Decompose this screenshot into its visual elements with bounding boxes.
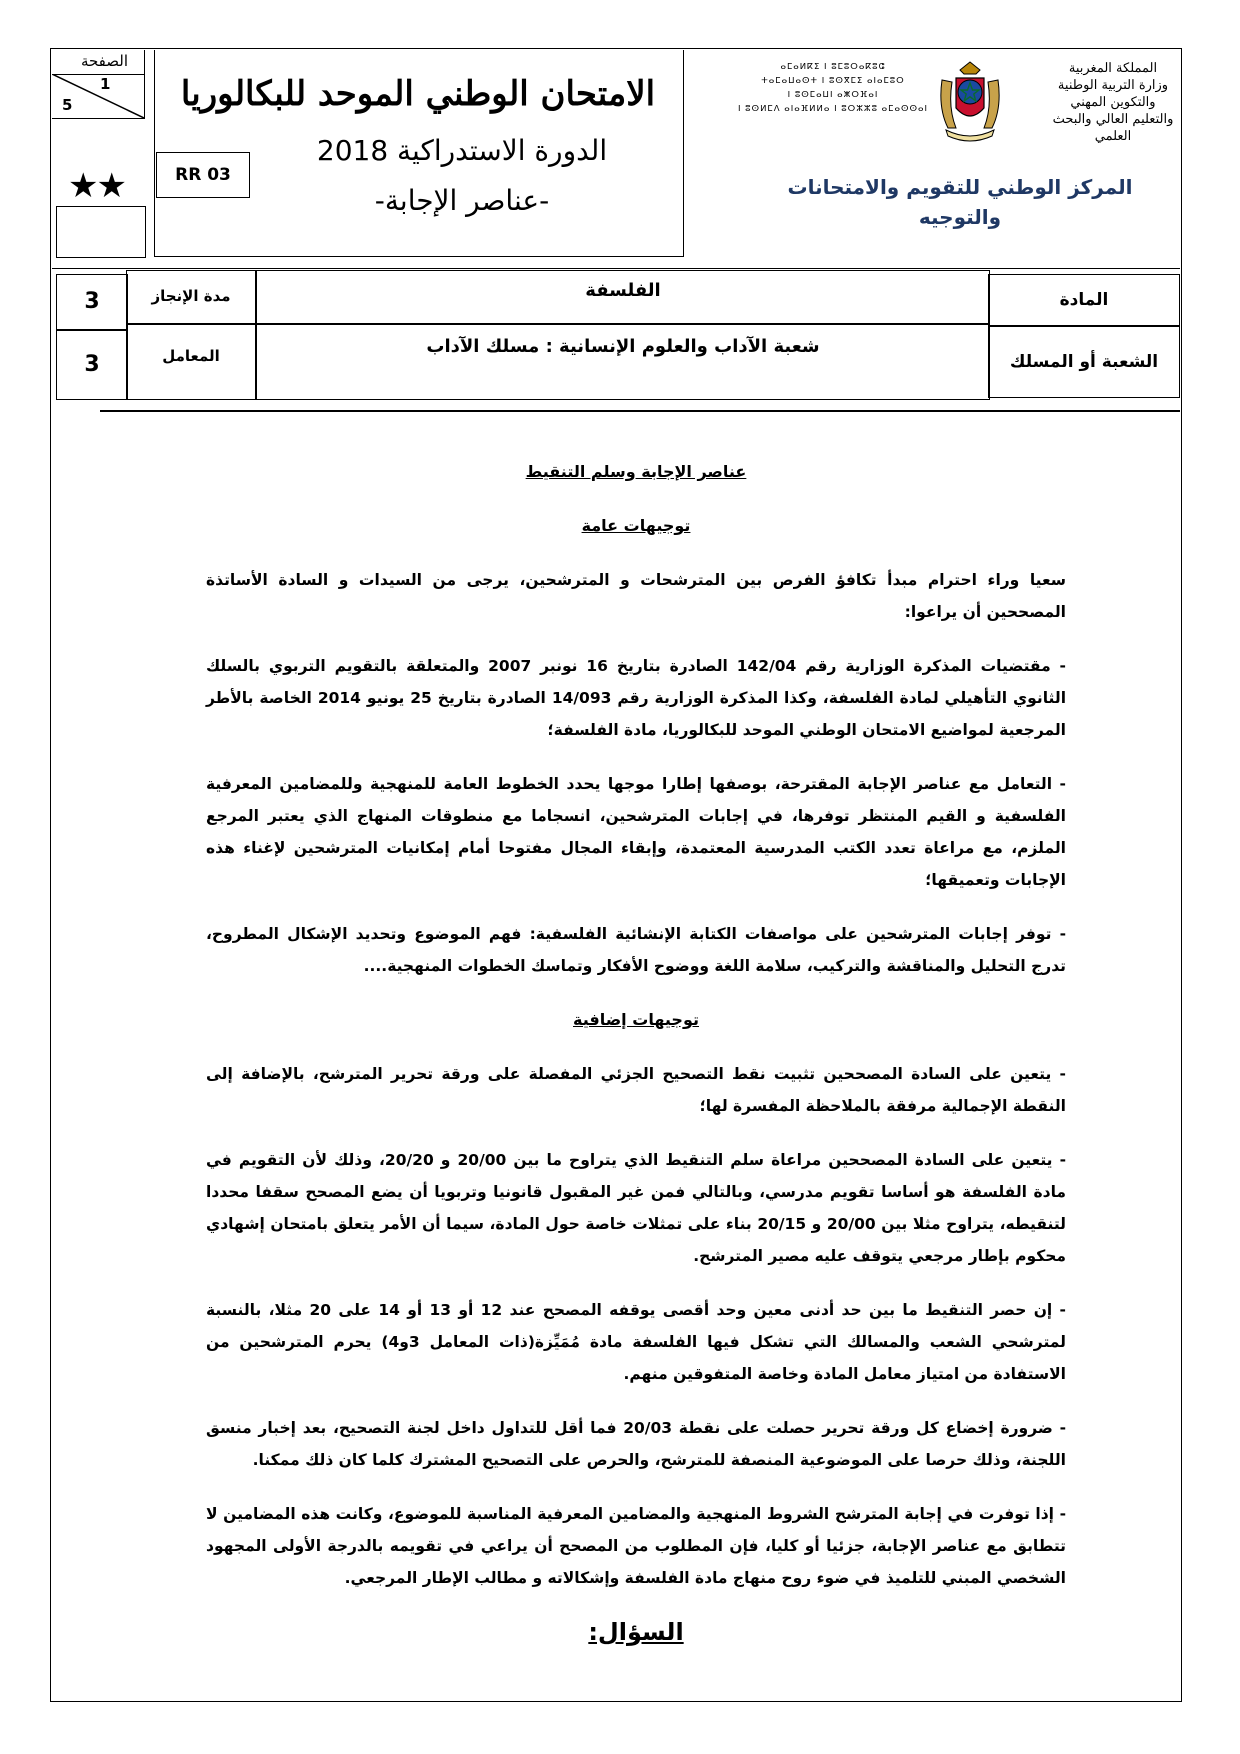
intro-paragraph: سعيا وراء احترام مبدأ تكافؤ الفرص بين المترشحات و المترشحين، يرجى من السيدات و السادة الأساتذة المصححين أن يراعوا: <box>206 571 1066 621</box>
page-total: 5 <box>62 96 73 114</box>
document-body <box>206 456 1066 1648</box>
answers-title: -عناصر الإجابة- <box>374 184 550 217</box>
page-label: الصفحة <box>80 52 128 70</box>
empty-box <box>56 206 146 258</box>
subject-value: الفلسفة <box>256 270 990 324</box>
page-current: 1 <box>100 75 111 93</box>
additional-heading: توجيهات إضافية <box>573 1010 699 1029</box>
list-item: - ضرورة إخضاع كل ورقة تحرير حصلت على نقطة 20/03 فما أقل للتداول داخل لجنة التصحيح، بعد إخبار منسق اللجنة، وذلك حرصا على الموضوعية المنصفة للمترشح، والحرص على التصحيح المشترك كلما كان ذلك ممكنا. <box>206 1419 1066 1469</box>
coat-of-arms-icon <box>934 58 1006 144</box>
list-item: - مقتضيات المذكرة الوزارية رقم 142/04 الصادرة بتاريخ 16 نونبر 2007 والمتعلقة بالتقويم التربوي بالسلك الثانوي التأهيلي لمادة الفلسفة، وكذا المذكرة الوزارية رقم 14/093 الصادرة بتاريخ 25 يونيو 2014 الخاصة بالأطر المرجعية لمواضيع الامتحان الوطني الموحد للبكالوريا، مادة الفلسفة؛ <box>206 657 1067 739</box>
coef-value: 3 <box>56 330 128 400</box>
amazigh-ministry-text: ⴰⵎⴰⵍⴽⵉ ⵏ ⵓⵎⵓⵔⴰⴽⵓⵛ ⵜⴰⵎⴰⵡⴰⵙⵜ ⵏ ⵓⵙⴳⵎⵉ ⴰⵏⴰⵎⵓⵔ ⵏ ⵓⵙⵎⴰⵡⵏ ⴰⵥⵔⴼⴰⵏ ⵏ ⵓⵙⵍⵎⴷ ⴰⵏⴰⴼⵍⵍⴰ ⵏ ⵓⵔⵣⵣⵓ ⴰⵎⴰⵙⵙⴰⵏ <box>737 62 929 114</box>
subject-label: المادة <box>988 274 1180 326</box>
ministry-name: المملكة المغربية وزارة التربية الوطنية والتكوين المهني والتعليم العالي والبحث العلمي <box>1052 61 1174 144</box>
difficulty-stars: ★★ <box>68 166 125 206</box>
list-item: - توفر إجابات المترشحين على مواصفات الكتابة الإنشائية الفلسفية: فهم الموضوع وتحديد الإشكال المطروح، تدرج التحليل والمناقشة والتركيب، سلامة اللغة ووضوح الأفكار وتماسك الخطوات المنهجية.... <box>206 925 1066 975</box>
page-number-box <box>52 50 145 119</box>
list-item: - إن حصر التنقيط ما بين حد أدنى معين وحد أقصى يوقفه المصحح عند 12 أو 13 أو 14 على 20 مثلا، بالنسبة لمترشحي الشعب والمسالك التي تشكل فيها الفلسفة مادة مُمَيِّزة(ذات المعامل 3و4) يحرم المترشحين من الاستفادة من امتياز معامل المادة وخاصة المتفوقين منهم. <box>206 1301 1066 1383</box>
question-heading: السؤال: <box>588 1618 684 1646</box>
general-heading: توجيهات عامة <box>581 516 691 535</box>
exam-title: الامتحان الوطني الموحد للبكالوريا <box>180 74 656 114</box>
coef-label: المعامل <box>126 324 256 400</box>
exam-code: RR 03 <box>156 152 250 198</box>
table-top-rule <box>52 268 1180 269</box>
list-item: - التعامل مع عناصر الإجابة المقترحة، بوصفها إطارا موجها يحدد الخطوط العامة للمنهجية وللمضامين المعرفية الفلسفية و القيم المنتظر توفرها، في إجابات المترشحين، انسجاما مع منطوقات المنهاج الذي يعتبر المرجع الملزم، مع مراعاة تعدد الكتب المدرسية المعتمدة، وإبقاء المجال مفتوحا أمام إمكانيات المترشحين لإغناء هذه الإجابات وتعميقها؛ <box>206 775 1066 889</box>
branch-value: شعبة الآداب والعلوم الإنسانية : مسلك الآداب <box>256 324 990 400</box>
session-title: الدورة الاستدراكية 2018 <box>316 134 608 167</box>
branch-label: الشعبة أو المسلك <box>988 326 1180 398</box>
list-item: - يتعين على السادة المصححين تثبيت نقط التصحيح الجزئي المفصلة على ورقة تحرير المترشح، بالإضافة إلى النقطة الإجمالية مرفقة بالملاحظة المفسرة لها؛ <box>206 1065 1066 1115</box>
main-heading: عناصر الإجابة وسلم التنقيط <box>525 462 747 481</box>
list-item: - يتعين على السادة المصححين مراعاة سلم التنقيط الذي يتراوح ما بين 20/00 و 20/20، وذلك لأن التقويم في مادة الفلسفة هو أساسا تقويم مدرسي، وبالتالي فمن غير المقبول قانونيا وتربويا أن يضع المصحح سقفا محددا لتنقيطه، يتراوح مثلا بين 20/00 و 20/15 بناء على تمثلات خاصة حول المادة، سيما أن الأمر يتعلق بامتحان إشهادي محكوم بإطار مرجعي يتوقف عليه مصير المترشح. <box>206 1151 1066 1265</box>
center-name: المركز الوطني للتقويم والامتحانات والتوجيه <box>787 175 1133 229</box>
header-bottom-rule <box>100 410 1180 412</box>
duration-label: مدة الإنجاز <box>126 270 256 324</box>
duration-value: 3 <box>56 274 128 330</box>
list-item: - إذا توفرت في إجابة المترشح الشروط المنهجية والمضامين المعرفية المناسبة للموضوع، وكانت هذه المضامين لا تتطابق مع عناصر الإجابة، جزئيا أو كليا، فإن المطلوب من المصحح أن يراعي في تقويمه بالدرجة الأولى المجهود الشخصي المبني للتلميذ في ضوء روح منهاج مادة الفلسفة وإشكالاته و مطالب الإطار المرجعي. <box>206 1505 1066 1587</box>
